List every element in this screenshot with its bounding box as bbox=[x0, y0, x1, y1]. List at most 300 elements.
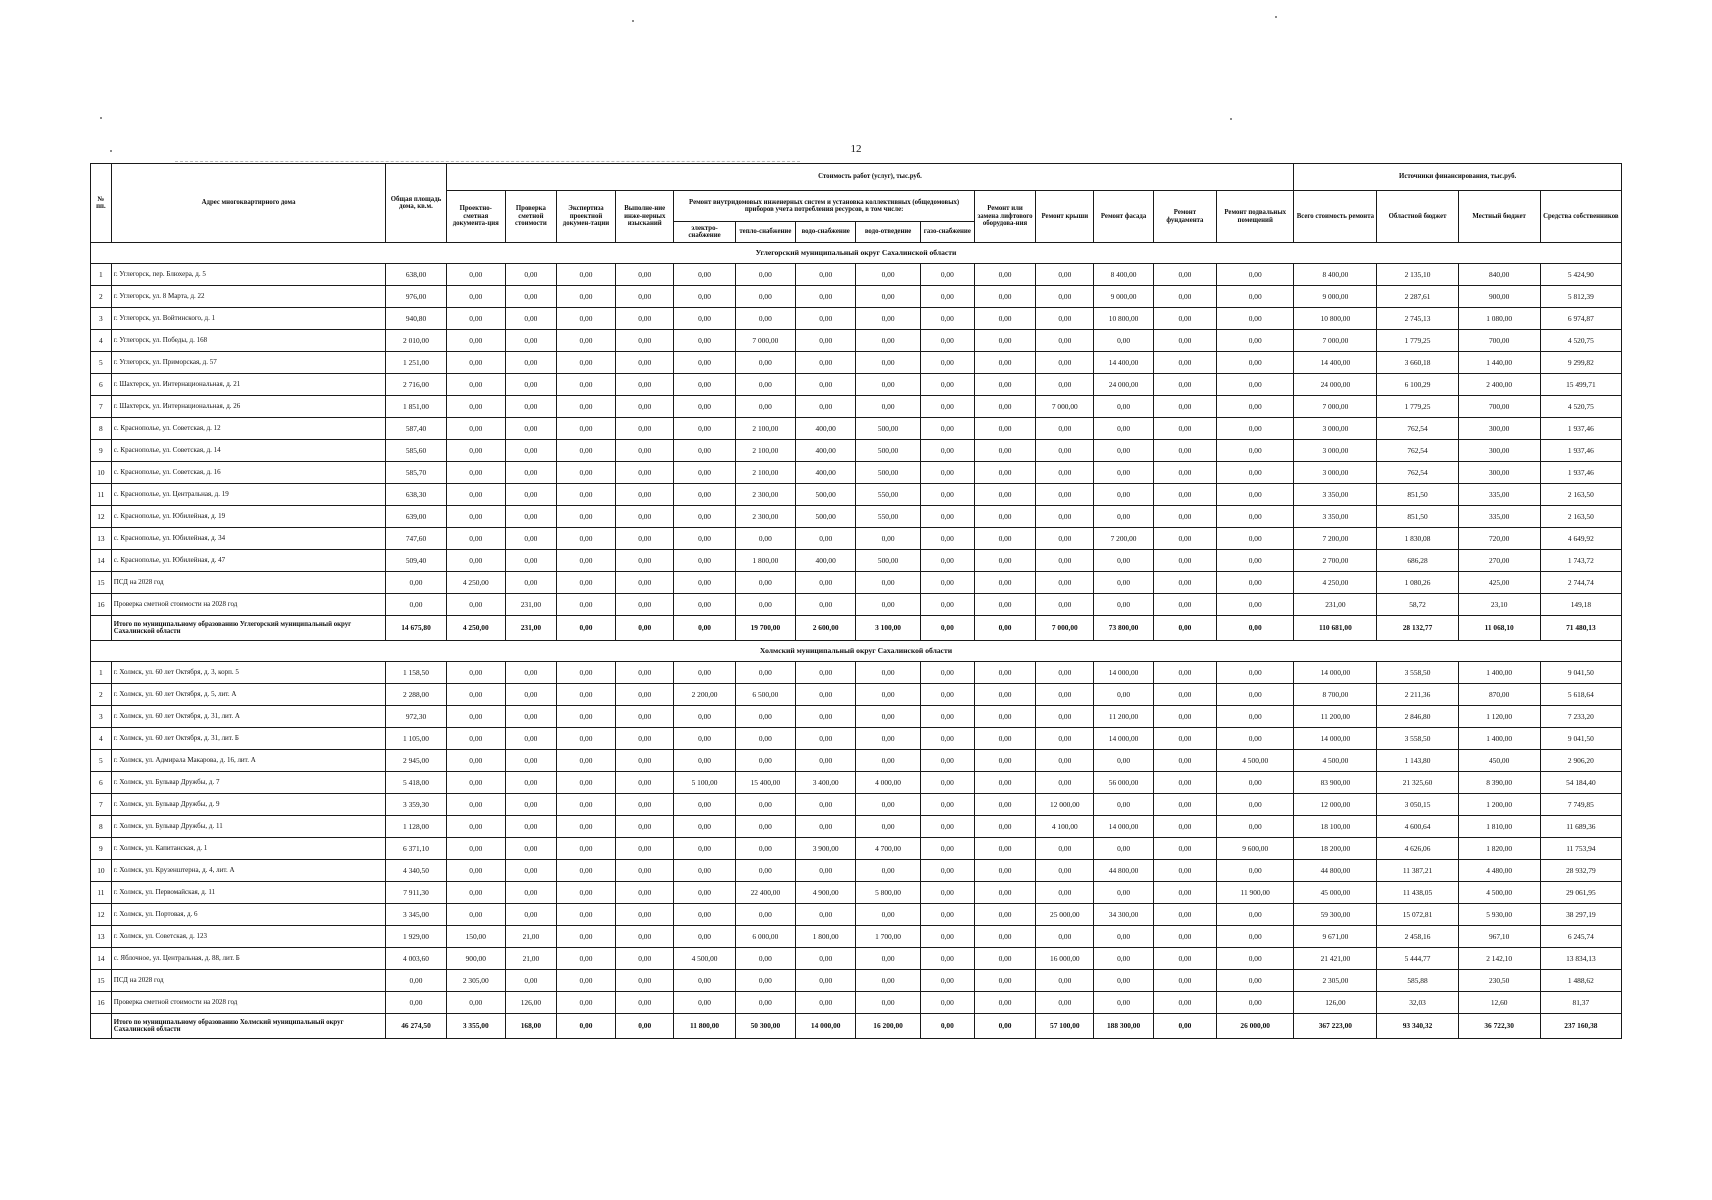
value-cell: 5 444,77 bbox=[1377, 948, 1458, 970]
section-title: Углегорский муниципальный округ Сахалинской области bbox=[91, 243, 1622, 264]
row-number-cell: 2 bbox=[91, 684, 112, 706]
row-number-cell: 3 bbox=[91, 706, 112, 728]
total-value-cell: 0,00 bbox=[1153, 616, 1216, 641]
value-cell: 0,00 bbox=[446, 528, 505, 550]
value-cell: 0,00 bbox=[1217, 948, 1294, 970]
value-cell: 0,00 bbox=[1153, 352, 1216, 374]
value-cell: 500,00 bbox=[796, 484, 856, 506]
value-cell: 0,00 bbox=[556, 904, 615, 926]
value-cell: 8 390,00 bbox=[1458, 772, 1540, 794]
value-cell: 500,00 bbox=[796, 506, 856, 528]
total-row bbox=[91, 616, 1622, 641]
address-cell: с. Краснополье, ул. Юбилейная, д. 19 bbox=[111, 506, 386, 528]
value-cell: 0,00 bbox=[556, 948, 615, 970]
value-cell: 0,00 bbox=[1217, 264, 1294, 286]
value-cell: 638,30 bbox=[386, 484, 446, 506]
value-cell: 0,00 bbox=[735, 662, 795, 684]
value-cell: 0,00 bbox=[856, 970, 920, 992]
total-value-cell: 71 480,13 bbox=[1540, 616, 1621, 641]
value-cell: 0,00 bbox=[674, 528, 735, 550]
value-cell: 851,50 bbox=[1377, 506, 1458, 528]
value-cell: 0,00 bbox=[1153, 926, 1216, 948]
value-cell: 0,00 bbox=[674, 484, 735, 506]
table-row bbox=[91, 418, 1622, 440]
scan-speck bbox=[100, 117, 102, 119]
value-cell: 0,00 bbox=[556, 308, 615, 330]
value-cell: 3 558,50 bbox=[1377, 662, 1458, 684]
col-heating-header: тепло-снабжение bbox=[735, 222, 795, 243]
table-row bbox=[91, 396, 1622, 418]
value-cell: 3 000,00 bbox=[1294, 418, 1377, 440]
row-number-cell: 3 bbox=[91, 308, 112, 330]
value-cell: 0,00 bbox=[735, 794, 795, 816]
row-number-cell: 15 bbox=[91, 572, 112, 594]
value-cell: 0,00 bbox=[1094, 594, 1153, 616]
value-cell: 2 288,00 bbox=[386, 684, 446, 706]
value-cell: 0,00 bbox=[735, 308, 795, 330]
value-cell: 0,00 bbox=[920, 286, 974, 308]
total-value-cell: 14 000,00 bbox=[796, 1014, 856, 1039]
value-cell: 0,00 bbox=[505, 684, 556, 706]
value-cell: 5 424,90 bbox=[1540, 264, 1621, 286]
value-cell: 0,00 bbox=[556, 462, 615, 484]
value-cell: 0,00 bbox=[1217, 440, 1294, 462]
value-cell: 0,00 bbox=[1153, 816, 1216, 838]
value-cell: 59 300,00 bbox=[1294, 904, 1377, 926]
value-cell: 0,00 bbox=[1094, 750, 1153, 772]
value-cell: 9 600,00 bbox=[1217, 838, 1294, 860]
value-cell: 1 800,00 bbox=[735, 550, 795, 572]
value-cell: 18 100,00 bbox=[1294, 816, 1377, 838]
value-cell: 638,00 bbox=[386, 264, 446, 286]
value-cell: 4 250,00 bbox=[446, 572, 505, 594]
table-row bbox=[91, 970, 1622, 992]
value-cell: 0,00 bbox=[446, 352, 505, 374]
value-cell: 0,00 bbox=[1036, 330, 1094, 352]
value-cell: 0,00 bbox=[556, 352, 615, 374]
page-number: 12 bbox=[850, 143, 862, 155]
value-cell: 0,00 bbox=[856, 728, 920, 750]
value-cell: 0,00 bbox=[616, 396, 674, 418]
value-cell: 450,00 bbox=[1458, 750, 1540, 772]
value-cell: 0,00 bbox=[796, 750, 856, 772]
value-cell: 900,00 bbox=[1458, 286, 1540, 308]
value-cell: 0,00 bbox=[974, 948, 1035, 970]
value-cell: 0,00 bbox=[1036, 594, 1094, 616]
address-cell: г. Шахтерск, ул. Интернациональная, д. 21 bbox=[111, 374, 386, 396]
value-cell: 0,00 bbox=[856, 264, 920, 286]
table-row bbox=[91, 374, 1622, 396]
value-cell: 0,00 bbox=[974, 286, 1035, 308]
value-cell: 0,00 bbox=[446, 286, 505, 308]
address-cell: с. Краснополье, ул. Юбилейная, д. 34 bbox=[111, 528, 386, 550]
value-cell: 0,00 bbox=[1153, 662, 1216, 684]
value-cell: 0,00 bbox=[505, 728, 556, 750]
value-cell: 0,00 bbox=[974, 992, 1035, 1014]
value-cell: 0,00 bbox=[856, 594, 920, 616]
row-number-cell bbox=[91, 616, 112, 641]
col-owners-funds-header: Средства собственников bbox=[1540, 191, 1621, 243]
value-cell: 4 100,00 bbox=[1036, 816, 1094, 838]
value-cell: 3 345,00 bbox=[386, 904, 446, 926]
value-cell: 500,00 bbox=[856, 418, 920, 440]
value-cell: 0,00 bbox=[556, 484, 615, 506]
value-cell: 0,00 bbox=[1217, 926, 1294, 948]
value-cell: 3 350,00 bbox=[1294, 484, 1377, 506]
value-cell: 0,00 bbox=[1153, 794, 1216, 816]
value-cell: 0,00 bbox=[386, 992, 446, 1014]
value-cell: 0,00 bbox=[616, 662, 674, 684]
value-cell: 0,00 bbox=[674, 926, 735, 948]
value-cell: 762,54 bbox=[1377, 418, 1458, 440]
value-cell: 0,00 bbox=[1036, 860, 1094, 882]
value-cell: 2 400,00 bbox=[1458, 374, 1540, 396]
value-cell: 0,00 bbox=[505, 860, 556, 882]
value-cell: 762,54 bbox=[1377, 440, 1458, 462]
value-cell: 0,00 bbox=[920, 794, 974, 816]
total-value-cell: 0,00 bbox=[974, 1014, 1035, 1039]
value-cell: 0,00 bbox=[974, 750, 1035, 772]
scan-speck bbox=[1275, 16, 1277, 18]
row-number-cell: 10 bbox=[91, 860, 112, 882]
value-cell: 0,00 bbox=[735, 352, 795, 374]
total-value-cell: 7 000,00 bbox=[1036, 616, 1094, 641]
table-row bbox=[91, 948, 1622, 970]
address-cell: с. Краснополье, ул. Советская, д. 14 bbox=[111, 440, 386, 462]
value-cell: 0,00 bbox=[920, 594, 974, 616]
value-cell: 0,00 bbox=[556, 926, 615, 948]
value-cell: 0,00 bbox=[796, 706, 856, 728]
section-title: Холмский муниципальный округ Сахалинской области bbox=[91, 641, 1622, 662]
value-cell: 7 911,30 bbox=[386, 882, 446, 904]
address-cell: с. Яблочное, ул. Центральная, д. 88, лит. Б bbox=[111, 948, 386, 970]
value-cell: 0,00 bbox=[735, 396, 795, 418]
value-cell: 0,00 bbox=[735, 904, 795, 926]
value-cell: 585,70 bbox=[386, 462, 446, 484]
value-cell: 1 488,62 bbox=[1540, 970, 1621, 992]
value-cell: 126,00 bbox=[505, 992, 556, 1014]
col-check-header: Проверка сметной стоимости bbox=[505, 191, 556, 243]
value-cell: 0,00 bbox=[556, 838, 615, 860]
value-cell: 4 600,64 bbox=[1377, 816, 1458, 838]
value-cell: 0,00 bbox=[1217, 550, 1294, 572]
value-cell: 0,00 bbox=[556, 396, 615, 418]
value-cell: 700,00 bbox=[1458, 396, 1540, 418]
table-row bbox=[91, 860, 1622, 882]
value-cell: 0,00 bbox=[1036, 706, 1094, 728]
address-cell: с. Краснополье, ул. Советская, д. 12 bbox=[111, 418, 386, 440]
value-cell: 2 300,00 bbox=[735, 484, 795, 506]
total-value-cell: 237 160,38 bbox=[1540, 1014, 1621, 1039]
total-value-cell: 0,00 bbox=[616, 1014, 674, 1039]
value-cell: 0,00 bbox=[616, 750, 674, 772]
value-cell: 0,00 bbox=[920, 264, 974, 286]
value-cell: 10 800,00 bbox=[1094, 308, 1153, 330]
section-row bbox=[91, 641, 1622, 662]
value-cell: 762,54 bbox=[1377, 462, 1458, 484]
value-cell: 32,03 bbox=[1377, 992, 1458, 1014]
value-cell: 0,00 bbox=[856, 948, 920, 970]
row-number-cell: 1 bbox=[91, 662, 112, 684]
value-cell: 0,00 bbox=[446, 662, 505, 684]
value-cell: 851,50 bbox=[1377, 484, 1458, 506]
table-row bbox=[91, 992, 1622, 1014]
value-cell: 15 400,00 bbox=[735, 772, 795, 794]
value-cell: 56 000,00 bbox=[1094, 772, 1153, 794]
row-number-cell: 15 bbox=[91, 970, 112, 992]
value-cell: 0,00 bbox=[920, 772, 974, 794]
row-number-cell: 5 bbox=[91, 750, 112, 772]
value-cell: 0,00 bbox=[446, 396, 505, 418]
value-cell: 0,00 bbox=[920, 948, 974, 970]
value-cell: 0,00 bbox=[616, 838, 674, 860]
value-cell: 0,00 bbox=[505, 286, 556, 308]
value-cell: 0,00 bbox=[674, 860, 735, 882]
value-cell: 0,00 bbox=[735, 374, 795, 396]
address-cell: с. Краснополье, ул. Центральная, д. 19 bbox=[111, 484, 386, 506]
value-cell: 0,00 bbox=[1094, 572, 1153, 594]
value-cell: 0,00 bbox=[1036, 992, 1094, 1014]
value-cell: 0,00 bbox=[1036, 684, 1094, 706]
value-cell: 0,00 bbox=[674, 418, 735, 440]
value-cell: 4 250,00 bbox=[1294, 572, 1377, 594]
value-cell: 1 800,00 bbox=[796, 926, 856, 948]
value-cell: 0,00 bbox=[674, 352, 735, 374]
address-cell: г. Холмск, ул. Крузенштерна, д. 4, лит. А bbox=[111, 860, 386, 882]
value-cell: 0,00 bbox=[446, 506, 505, 528]
value-cell: 21 325,60 bbox=[1377, 772, 1458, 794]
value-cell: 976,00 bbox=[386, 286, 446, 308]
value-cell: 0,00 bbox=[1036, 484, 1094, 506]
value-cell: 0,00 bbox=[505, 352, 556, 374]
table-row bbox=[91, 462, 1622, 484]
value-cell: 0,00 bbox=[974, 816, 1035, 838]
value-cell: 2 100,00 bbox=[735, 418, 795, 440]
total-value-cell: 231,00 bbox=[505, 616, 556, 641]
row-number-cell: 11 bbox=[91, 882, 112, 904]
value-cell: 44 800,00 bbox=[1294, 860, 1377, 882]
row-number-cell: 6 bbox=[91, 374, 112, 396]
value-cell: 0,00 bbox=[796, 396, 856, 418]
table-row bbox=[91, 838, 1622, 860]
value-cell: 550,00 bbox=[856, 506, 920, 528]
value-cell: 9 041,50 bbox=[1540, 728, 1621, 750]
value-cell: 0,00 bbox=[1217, 970, 1294, 992]
value-cell: 21 421,00 bbox=[1294, 948, 1377, 970]
value-cell: 300,00 bbox=[1458, 440, 1540, 462]
value-cell: 0,00 bbox=[1153, 418, 1216, 440]
value-cell: 0,00 bbox=[974, 352, 1035, 374]
value-cell: 0,00 bbox=[1036, 728, 1094, 750]
value-cell: 0,00 bbox=[856, 992, 920, 1014]
col-drainage-header: водо-отведение bbox=[856, 222, 920, 243]
value-cell: 0,00 bbox=[974, 860, 1035, 882]
value-cell: 7 200,00 bbox=[1294, 528, 1377, 550]
value-cell: 6 974,87 bbox=[1540, 308, 1621, 330]
value-cell: 0,00 bbox=[616, 286, 674, 308]
value-cell: 0,00 bbox=[856, 706, 920, 728]
value-cell: 0,00 bbox=[616, 904, 674, 926]
value-cell: 11 200,00 bbox=[1294, 706, 1377, 728]
row-number-cell: 8 bbox=[91, 816, 112, 838]
value-cell: 0,00 bbox=[556, 286, 615, 308]
value-cell: 0,00 bbox=[1153, 462, 1216, 484]
value-cell: 0,00 bbox=[974, 440, 1035, 462]
value-cell: 1 120,00 bbox=[1458, 706, 1540, 728]
value-cell: 0,00 bbox=[974, 550, 1035, 572]
value-cell: 0,00 bbox=[1036, 528, 1094, 550]
value-cell: 967,10 bbox=[1458, 926, 1540, 948]
value-cell: 0,00 bbox=[616, 882, 674, 904]
value-cell: 0,00 bbox=[1036, 418, 1094, 440]
value-cell: 0,00 bbox=[974, 926, 1035, 948]
value-cell: 0,00 bbox=[1153, 286, 1216, 308]
value-cell: 0,00 bbox=[446, 838, 505, 860]
value-cell: 14 000,00 bbox=[1094, 662, 1153, 684]
value-cell: 0,00 bbox=[920, 750, 974, 772]
value-cell: 0,00 bbox=[1217, 816, 1294, 838]
value-cell: 0,00 bbox=[974, 572, 1035, 594]
value-cell: 0,00 bbox=[556, 528, 615, 550]
value-cell: 1 779,25 bbox=[1377, 330, 1458, 352]
value-cell: 16 000,00 bbox=[1036, 948, 1094, 970]
value-cell: 4 500,00 bbox=[1294, 750, 1377, 772]
row-number-cell: 9 bbox=[91, 838, 112, 860]
value-cell: 0,00 bbox=[856, 352, 920, 374]
value-cell: 0,00 bbox=[856, 528, 920, 550]
value-cell: 6 000,00 bbox=[735, 926, 795, 948]
address-cell: с. Краснополье, ул. Советская, д. 16 bbox=[111, 462, 386, 484]
value-cell: 0,00 bbox=[1094, 948, 1153, 970]
value-cell: 0,00 bbox=[735, 572, 795, 594]
value-cell: 0,00 bbox=[1217, 506, 1294, 528]
address-cell: ПСД на 2028 год bbox=[111, 970, 386, 992]
value-cell: 81,37 bbox=[1540, 992, 1621, 1014]
value-cell: 0,00 bbox=[556, 992, 615, 1014]
value-cell: 0,00 bbox=[1217, 418, 1294, 440]
address-cell: ПСД на 2028 год bbox=[111, 572, 386, 594]
row-number-cell: 1 bbox=[91, 264, 112, 286]
value-cell: 0,00 bbox=[674, 992, 735, 1014]
value-cell: 0,00 bbox=[856, 684, 920, 706]
value-cell: 1 158,50 bbox=[386, 662, 446, 684]
row-number-cell: 4 bbox=[91, 330, 112, 352]
value-cell: 0,00 bbox=[556, 662, 615, 684]
value-cell: 0,00 bbox=[974, 706, 1035, 728]
value-cell: 2 716,00 bbox=[386, 374, 446, 396]
value-cell: 0,00 bbox=[974, 728, 1035, 750]
value-cell: 0,00 bbox=[1094, 462, 1153, 484]
value-cell: 639,00 bbox=[386, 506, 446, 528]
row-number-cell: 4 bbox=[91, 728, 112, 750]
total-row bbox=[91, 1014, 1622, 1039]
value-cell: 4 003,60 bbox=[386, 948, 446, 970]
value-cell: 0,00 bbox=[505, 440, 556, 462]
value-cell: 2 745,13 bbox=[1377, 308, 1458, 330]
value-cell: 0,00 bbox=[1153, 330, 1216, 352]
value-cell: 686,28 bbox=[1377, 550, 1458, 572]
value-cell: 18 200,00 bbox=[1294, 838, 1377, 860]
value-cell: 14 400,00 bbox=[1094, 352, 1153, 374]
value-cell: 0,00 bbox=[1094, 794, 1153, 816]
value-cell: 0,00 bbox=[920, 528, 974, 550]
total-value-cell: 0,00 bbox=[920, 616, 974, 641]
value-cell: 2 305,00 bbox=[1294, 970, 1377, 992]
value-cell: 0,00 bbox=[920, 728, 974, 750]
value-cell: 0,00 bbox=[1036, 572, 1094, 594]
value-cell: 7 749,85 bbox=[1540, 794, 1621, 816]
value-cell: 1 937,46 bbox=[1540, 418, 1621, 440]
value-cell: 0,00 bbox=[674, 750, 735, 772]
value-cell: 0,00 bbox=[616, 550, 674, 572]
value-cell: 0,00 bbox=[616, 684, 674, 706]
total-value-cell: 14 675,80 bbox=[386, 616, 446, 641]
total-value-cell: 2 600,00 bbox=[796, 616, 856, 641]
value-cell: 0,00 bbox=[505, 330, 556, 352]
value-cell: 0,00 bbox=[1153, 860, 1216, 882]
value-cell: 4 500,00 bbox=[674, 948, 735, 970]
value-cell: 335,00 bbox=[1458, 484, 1540, 506]
value-cell: 0,00 bbox=[974, 904, 1035, 926]
value-cell: 0,00 bbox=[920, 374, 974, 396]
value-cell: 0,00 bbox=[1036, 506, 1094, 528]
value-cell: 0,00 bbox=[1217, 462, 1294, 484]
value-cell: 0,00 bbox=[856, 572, 920, 594]
value-cell: 0,00 bbox=[796, 330, 856, 352]
value-cell: 0,00 bbox=[446, 484, 505, 506]
value-cell: 149,18 bbox=[1540, 594, 1621, 616]
value-cell: 0,00 bbox=[446, 728, 505, 750]
value-cell: 1 400,00 bbox=[1458, 728, 1540, 750]
value-cell: 0,00 bbox=[505, 794, 556, 816]
value-cell: 0,00 bbox=[386, 572, 446, 594]
value-cell: 0,00 bbox=[674, 264, 735, 286]
value-cell: 7 000,00 bbox=[1294, 396, 1377, 418]
value-cell: 5 812,39 bbox=[1540, 286, 1621, 308]
value-cell: 0,00 bbox=[674, 706, 735, 728]
table-row bbox=[91, 352, 1622, 374]
value-cell: 0,00 bbox=[446, 882, 505, 904]
value-cell: 0,00 bbox=[735, 528, 795, 550]
value-cell: 0,00 bbox=[505, 772, 556, 794]
value-cell: 0,00 bbox=[1217, 352, 1294, 374]
section-row bbox=[91, 243, 1622, 264]
value-cell: 0,00 bbox=[1217, 330, 1294, 352]
address-cell: г. Холмск, ул. Портовая, д. 6 bbox=[111, 904, 386, 926]
value-cell: 0,00 bbox=[616, 860, 674, 882]
value-cell: 0,00 bbox=[920, 308, 974, 330]
value-cell: 0,00 bbox=[796, 662, 856, 684]
value-cell: 0,00 bbox=[556, 506, 615, 528]
value-cell: 0,00 bbox=[1153, 374, 1216, 396]
value-cell: 300,00 bbox=[1458, 418, 1540, 440]
value-cell: 0,00 bbox=[796, 352, 856, 374]
total-value-cell: 16 200,00 bbox=[856, 1014, 920, 1039]
value-cell: 0,00 bbox=[1153, 838, 1216, 860]
value-cell: 0,00 bbox=[674, 308, 735, 330]
value-cell: 0,00 bbox=[446, 594, 505, 616]
value-cell: 0,00 bbox=[556, 330, 615, 352]
value-cell: 0,00 bbox=[920, 550, 974, 572]
value-cell: 12 000,00 bbox=[1294, 794, 1377, 816]
value-cell: 0,00 bbox=[1217, 860, 1294, 882]
row-number-cell: 9 bbox=[91, 440, 112, 462]
value-cell: 0,00 bbox=[1036, 662, 1094, 684]
value-cell: 4 649,92 bbox=[1540, 528, 1621, 550]
value-cell: 0,00 bbox=[674, 594, 735, 616]
address-cell: г. Холмск, ул. Бульвар Дружбы, д. 9 bbox=[111, 794, 386, 816]
value-cell: 0,00 bbox=[616, 506, 674, 528]
